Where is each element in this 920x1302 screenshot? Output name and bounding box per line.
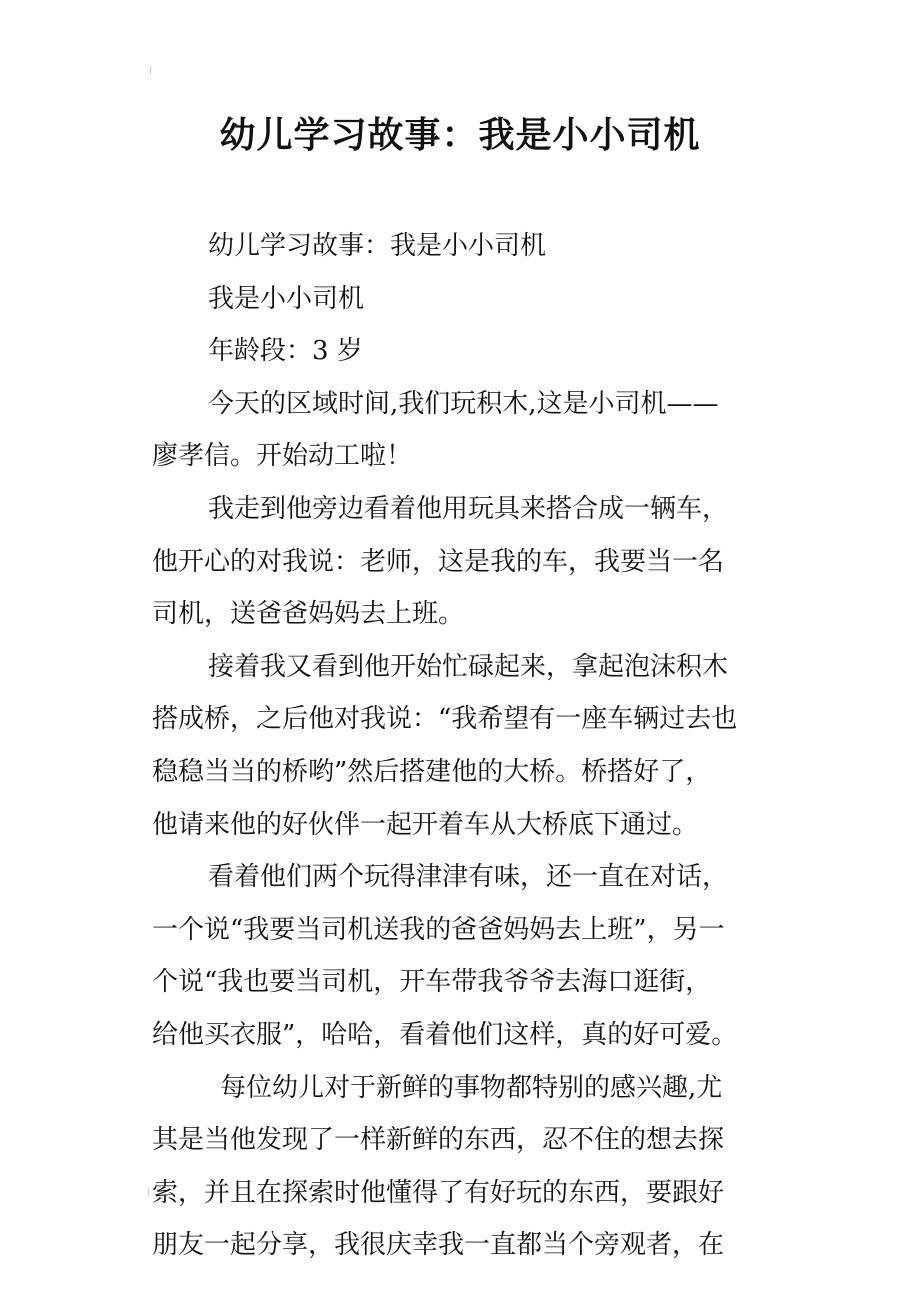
text-line: 每位幼儿对于新鲜的事物都特别的感兴趣,尤	[220, 1072, 723, 1103]
body-text	[152, 220, 784, 1272]
text-line: 我走到他旁边看着他用玩具来搭合成一辆车，	[208, 493, 729, 524]
text-line: 朋友一起分享，我很庆幸我一直都当个旁观者，在	[152, 1230, 725, 1261]
text-line: 看着他们两个玩得津津有味，还一直在对话，	[208, 862, 729, 893]
text-line: 他请来他的好伙伴一起开着车从大桥底下通过。	[152, 809, 699, 840]
text-line: 搭成桥，之后他对我说：“我希望有一座车辆过去也	[152, 704, 738, 735]
text-line: 我是小小司机	[208, 283, 365, 314]
text-line: 其是当他发现了一样新鲜的东西，忍不住的想去探	[152, 1125, 725, 1156]
corner-mark-bottom	[148, 1188, 152, 1196]
text-line: 一个说“我要当司机送我的爸爸妈妈去上班”，另一	[152, 914, 725, 945]
text-line: 年龄段：3 岁	[208, 336, 363, 367]
text-line: 今天的区域时间,我们玩积木,这是小司机——	[208, 388, 719, 419]
text-line: 廖孝信。开始动工啦！	[152, 441, 413, 472]
text-line: 个说“我也要当司机，开车带我爷爷去海口逛街，	[152, 967, 712, 998]
text-line: 司机，送爸爸妈妈去上班。	[152, 599, 465, 630]
text-line: 索，并且在探索时他懂得了有好玩的东西，要跟好	[152, 1177, 725, 1208]
text-line: 接着我又看到他开始忙碌起来，拿起泡沫积木	[208, 651, 729, 682]
text-line: 给他买衣服”，哈哈，看着他们这样，真的好可爱。	[152, 1019, 738, 1050]
text-line: 稳稳当当的桥哟”然后搭建他的大桥。桥搭好了，	[152, 756, 712, 787]
page-title: 幼儿学习故事：我是小小司机	[219, 115, 701, 156]
corner-mark-top	[150, 66, 154, 74]
text-line: 幼儿学习故事：我是小小司机	[208, 231, 547, 261]
text-line: 他开心的对我说：老师，这是我的车，我要当一名	[152, 546, 725, 577]
